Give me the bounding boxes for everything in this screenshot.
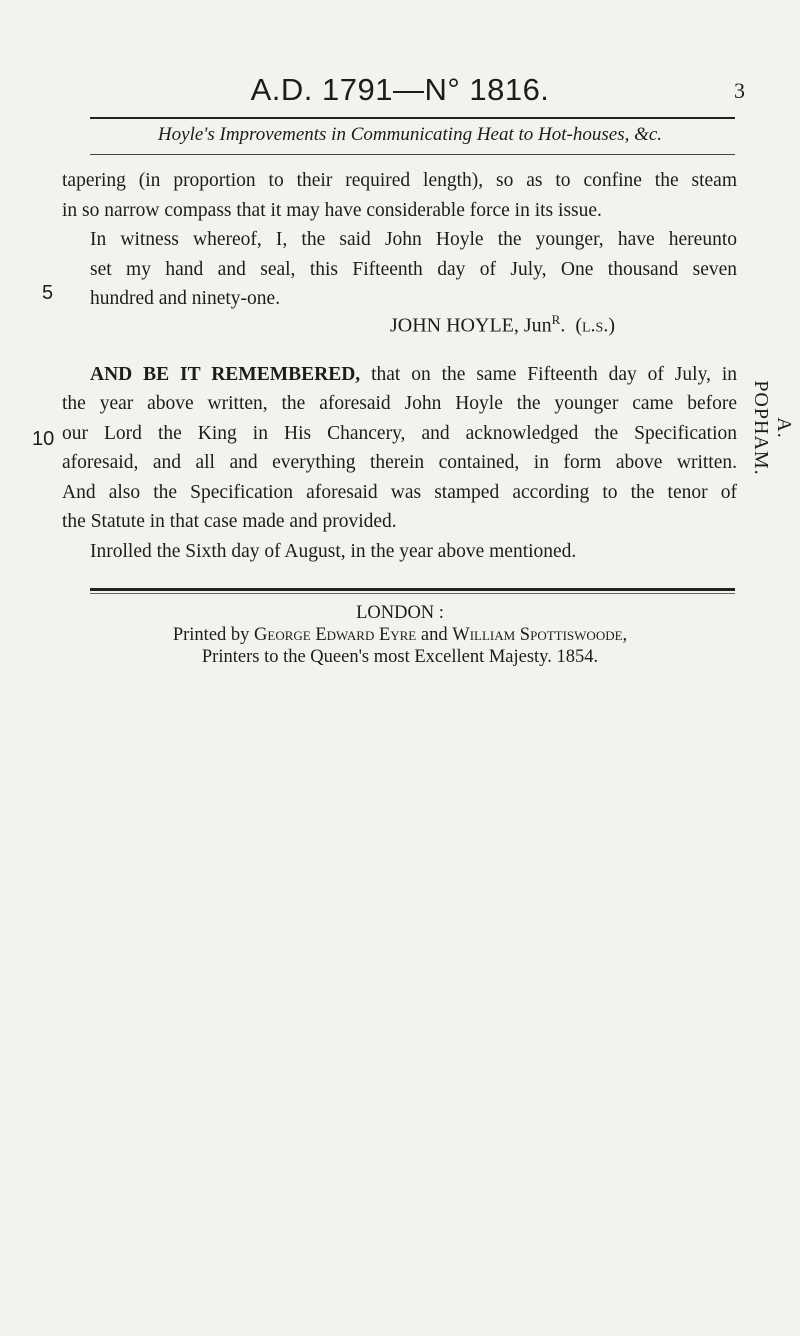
remembered-lead: AND BE IT REMEMBERED, (90, 363, 361, 385)
text-line-rest: that on the same Fifteenth day of July, in (360, 363, 737, 385)
imprint-royal: Printers to the Queen's most Excellent Majesty. 1854. (201, 647, 599, 667)
margin-line-number-10: 10 (32, 428, 55, 450)
printer-imprint (0, 602, 800, 668)
printer-name-2: William Spottiswoode, (452, 625, 628, 645)
margin-line-number-5: 5 (42, 282, 54, 304)
imprint-and: and (416, 625, 453, 645)
imprint-prefix: Printed by (172, 625, 255, 645)
signature: JOHN HOYLE, Jun$^R$. (l.s.) (390, 312, 616, 337)
paragraph-1 (62, 166, 737, 225)
side-stamp (750, 360, 795, 480)
text-line: our Lord the King in His Chancery, and acknowledged the Specification (62, 422, 737, 444)
paragraph-2 (62, 225, 737, 314)
document-body (62, 166, 737, 566)
footer-rule (90, 588, 735, 591)
text-line: the year above written, the aforesaid John Hoyle the younger came before (62, 393, 737, 414)
header-rule (90, 117, 735, 119)
page-number: 3 (734, 78, 745, 103)
text-line: Inrolled the Sixth day of August, in the year above mentioned. (90, 540, 577, 562)
text-line: in so narrow compass that it may have considerable force in its issue. (62, 199, 602, 221)
paragraph-3 (62, 360, 737, 537)
text-line: In witness whereof, I, the said John Hoyle the younger, have hereunto (90, 229, 737, 250)
signature-superscript: R (551, 312, 561, 327)
text-line (62, 360, 737, 390)
running-title: Hoyle's Improvements in Communicating Heat to Hot-houses, &c. (157, 124, 663, 145)
running-title-rule (90, 154, 735, 155)
footer-rule-thin (90, 593, 735, 594)
page-header-title: A.D. 1791—N° 1816. (250, 72, 550, 107)
text-line: And also the Specification aforesaid was stamped according to the tenor of (62, 481, 737, 503)
text-line: tapering (in proportion to their required length), so as to confine the steam (62, 170, 737, 191)
side-stamp-text: A. POPHAM. (750, 380, 795, 476)
text-line: hundred and ninety-one. (90, 288, 281, 309)
text-line: the Statute in that case made and provided. (62, 511, 397, 532)
imprint-printers (0, 624, 800, 646)
seal-mark: (l.s.) (575, 314, 616, 337)
paragraph-4 (62, 537, 737, 567)
printer-name-1: George Edward Eyre (254, 625, 417, 645)
imprint-city: LONDON : (356, 603, 444, 623)
signature-name: JOHN HOYLE, Jun (390, 314, 552, 337)
text-line: aforesaid, and all and everything therein contained, in form above written. (62, 452, 737, 473)
text-line: set my hand and seal, this Fifteenth day of July, One thousand seven (90, 258, 737, 280)
